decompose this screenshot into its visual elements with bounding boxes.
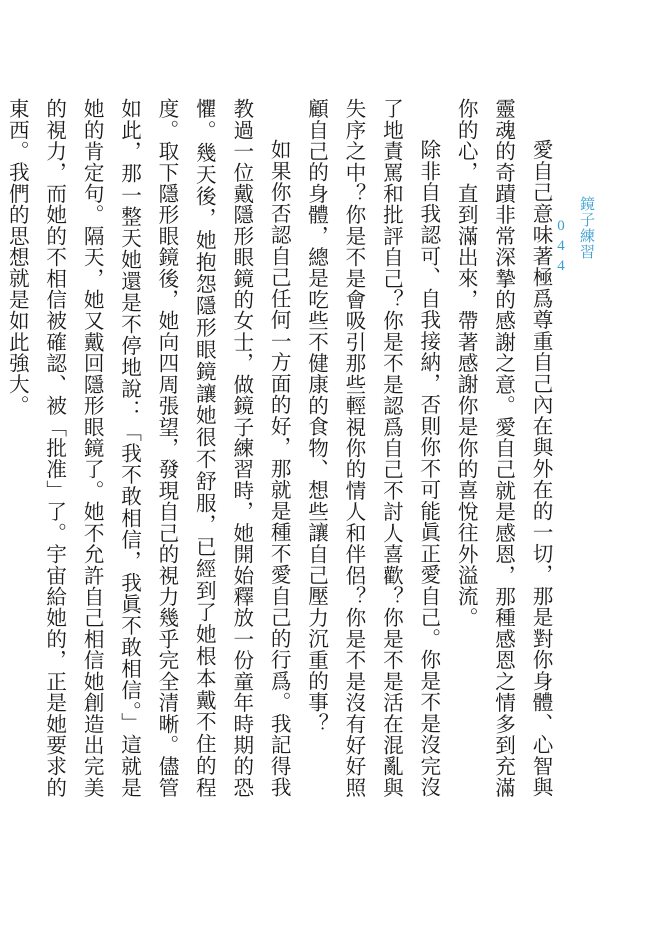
paragraph-2: 除非自我認可、自我接納，否則你不可能眞正愛自己。你是不是沒完沒了地責罵和批評自己？你是不是認爲自己不討人喜歡？你是不是活在混亂與失序之中？你是不是會吸引那些輕視你的情人和伴侶？你是不是沒有好好照顧自己的身體，總是吃些不健康的食物、想些讓自己壓力沉重的事？ bbox=[304, 98, 441, 798]
running-header bbox=[553, 196, 600, 356]
paragraph-1: 愛自己意味著極爲尊重自己內在與外在的一切，那是對你身體、心智與靈魂的奇蹟非常深摯的感謝之意。愛自己就是感恩，那種感恩之情多到充滿你的心，直到滿出來，帶著感謝你是你的喜悅往外溢流。 bbox=[454, 98, 553, 798]
paragraph-3: 如果你否認自己任何一方面的好，那就是種不愛自己的行爲。我記得我教過一位戴隱形眼鏡的女士，做鏡子練習時，她開始釋放一份童年時期的恐懼。幾天後，她抱怨隱形眼鏡讓她很不舒服，已經到了她根本戴不住的程度。取下隱形眼鏡後，她向四周張望，發現自己的視力幾乎完全清晰。儘管如此，那一整天她還是不停地說：「我不敢相信，我眞不敢相信。」這就是她的肯定句。隔天，她又戴回隱形眼鏡了。她不允許自己相信她創造出完美的視力，而她的不相信被確認、被「批准」了。宇宙給她的，正是她要求的東西。我們的思想就是如此強大。 bbox=[5, 98, 292, 798]
page-number: 044 bbox=[553, 218, 569, 278]
chapter-title: 鏡子練習 bbox=[578, 196, 596, 260]
body-text bbox=[0, 98, 559, 798]
